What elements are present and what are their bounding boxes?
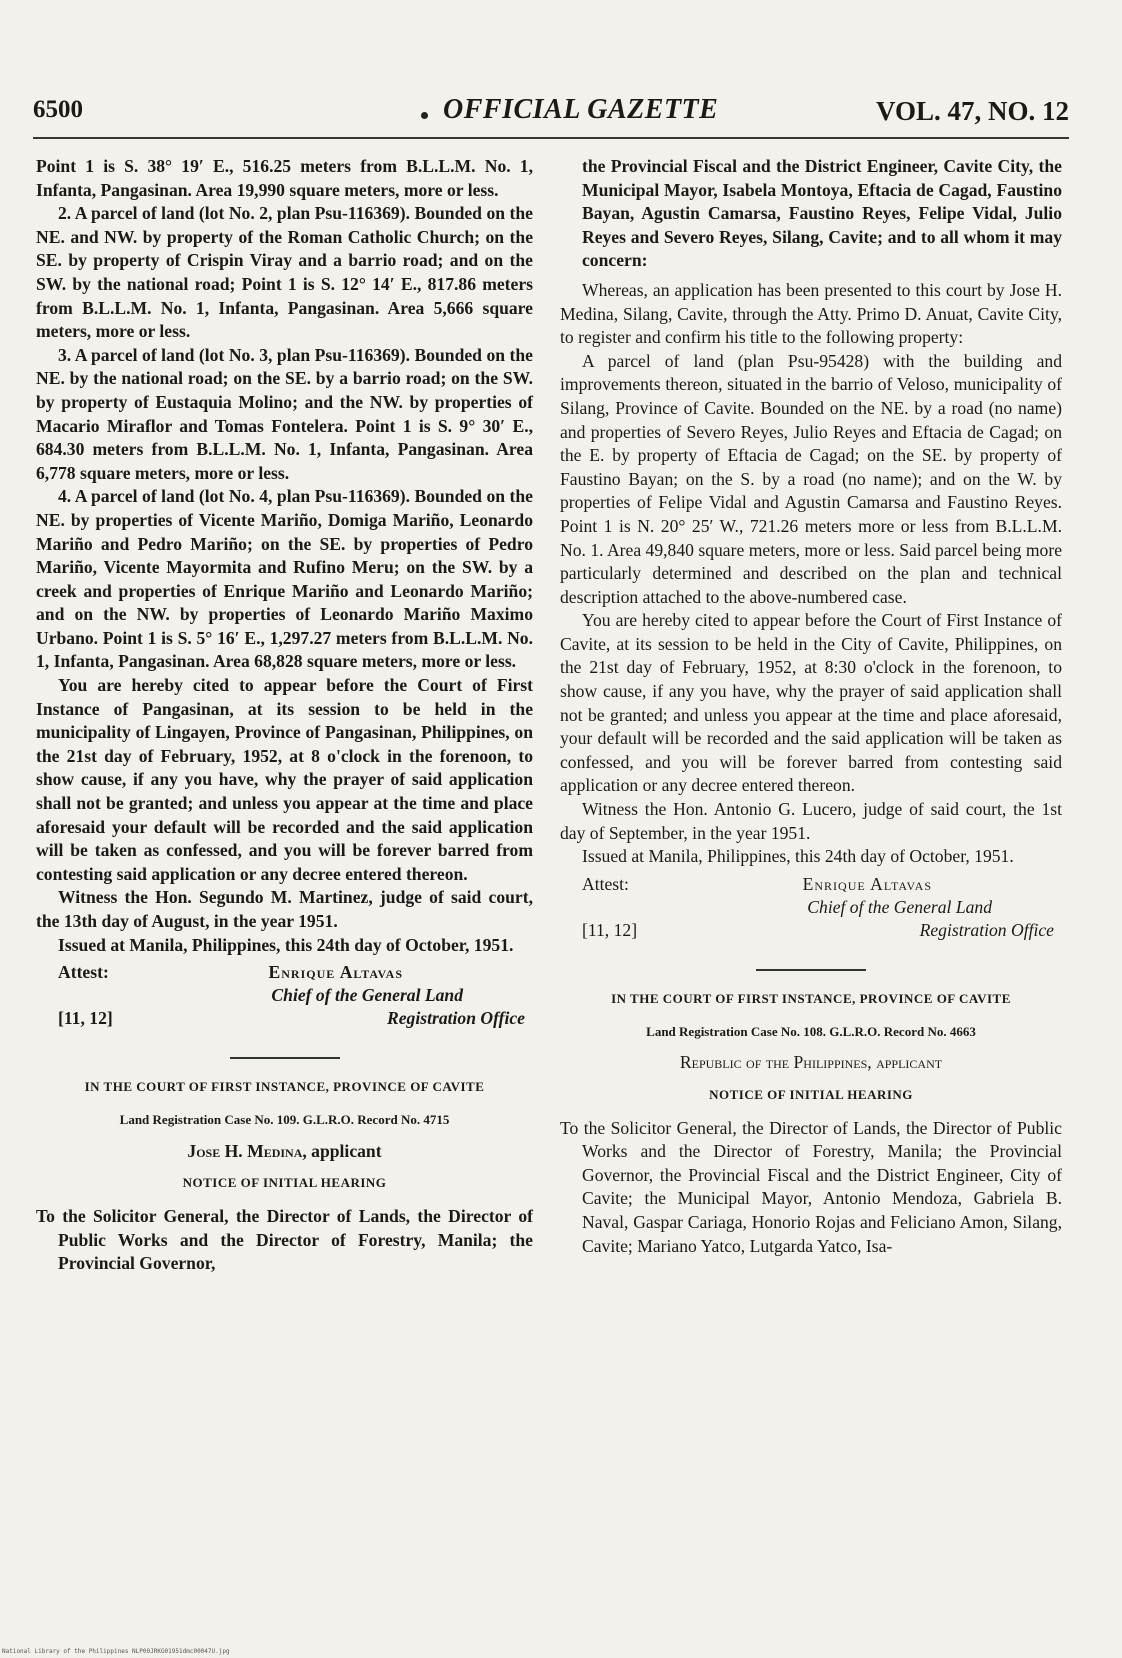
left-paragraph: 4. A parcel of land (lot No. 4, plan Psu-116369). Bounded on the NE. by properties of Vicente Mariño, Domiga Mariño, Leonardo Mariño and Pedro Mariño; on the SE. by properties of Pedro Mariño, Vicente Mayormita and Rufino Meru; on the SW. by a creek and properties of Enrique Mariño and Leonardo Mariño; and on the NW. by properties of Leonardo Mariño Maximo Urbano. Point 1 is S. 5° 16′ E., 1,297.27 meters from B.L.L.M. No. 1, Infanta, Pangasinan. Area 68,828 square meters, more or less. bbox=[36, 486, 533, 672]
signatory-office: Registration Office bbox=[387, 1008, 525, 1029]
publication-title: OFFICIAL GAZETTE bbox=[443, 94, 719, 125]
notice-heading: NOTICE OF INITIAL HEARING bbox=[182, 1175, 387, 1191]
attest-label: Attest: bbox=[58, 962, 109, 983]
volume-number: VOL. 47, NO. 12 bbox=[876, 96, 1069, 126]
right-column bbox=[560, 155, 1062, 1258]
right-paragraph: Witness the Hon. Antonio G. Lucero, judge of said court, the 1st day of September, in the year 1951. bbox=[560, 799, 1062, 843]
header-rule bbox=[33, 137, 1069, 139]
left-column bbox=[36, 155, 533, 1276]
court-heading: IN THE COURT OF FIRST INSTANCE, PROVINCE OF CAVITE bbox=[84, 1079, 485, 1095]
notice-heading: NOTICE OF INITIAL HEARING bbox=[709, 1087, 913, 1102]
scan-footer: National Library of the Philippines NLP00JRKG01951dmc00047U.jpg bbox=[2, 1648, 230, 1655]
page-number: 6500 bbox=[33, 96, 83, 123]
applicant-line: Republic of the Philippines, applicant bbox=[679, 1052, 943, 1073]
section-divider bbox=[756, 969, 866, 971]
case-number: Land Registration Case No. 108. G.L.R.O. Record No. 4663 bbox=[646, 1023, 976, 1039]
right-paragraph: Whereas, an application has been presented to this court by Jose H. Medina, Silang, Cavite, through the Atty. Primo D. Anuat, Cavite City, to register and confirm his title to the following property: bbox=[560, 279, 1062, 348]
applicant-suffix: , applicant bbox=[302, 1140, 382, 1161]
left-paragraph: 2. A parcel of land (lot No. 2, plan Psu-116369). Bounded on the NE. and NW. by property of the Roman Catholic Church; on the SE. by property of Crispin Viray and a barrio road; and on the SW. by the national road; Point 1 is S. 12° 14′ E., 817.86 meters from B.L.L.M. No. 1, Infanta, Pangasinan. Area 5,666 square meters, more or less. bbox=[36, 203, 533, 342]
left-paragraph: You are hereby cited to appear before the Court of First Instance of Pangasinan, at its session to be held in the municipality of Lingayen, Province of Pangasinan, Philippines, on the 21st day of February, 1952, at 8 o'clock in the forenoon, to show cause, if any you have, why the prayer of said application shall not be granted; and unless you appear at the time and place aforesaid your default will be recorded and the said application will be taken as confessed, and you will be forever barred from contesting said application or any decree entered thereon. bbox=[36, 675, 533, 884]
left-paragraph: 3. A parcel of land (lot No. 3, plan Psu-116369). Bounded on the NE. by the national road; on the SE. by a barrio road; on the SW. by property of Eustaquia Molino; and the NW. by properties of Macario Miraflor and Tomas Fontelera. Point 1 is S. 9° 30′ E., 684.30 meters from B.L.L.M. No. 1, Infanta, Pangasinan. Area 6,778 square meters, more or less. bbox=[36, 344, 533, 483]
signatory-title: Chief of the General Land bbox=[807, 896, 992, 917]
court-heading: IN THE COURT OF FIRST INSTANCE, PROVINCE OF CAVITE bbox=[611, 990, 1011, 1006]
left-paragraph: Issued at Manila, Philippines, this 24th day of October, 1951. bbox=[58, 934, 514, 955]
right-paragraph: You are hereby cited to appear before the Court of First Instance of Cavite, at its session to be held in the City of Cavite, Philippines, on the 21st day of February, 1952, at 8:30 o'clock in the forenoon, to show cause, if any you have, why the prayer of said application shall not be granted; and unless you appear at the time and place aforesaid, your default will be recorded and the said application will be taken as confessed, and you will be forever barred from contesting said application or any decree entered thereon. bbox=[560, 610, 1062, 796]
case-number: Land Registration Case No. 109. G.L.R.O. Record No. 4715 bbox=[119, 1112, 450, 1128]
page-header bbox=[33, 96, 1069, 130]
left-paragraph: Witness the Hon. Segundo M. Martinez, judge of said court, the 13th day of August, in the year 1951. bbox=[36, 887, 533, 931]
addressee-paragraph: To the Solicitor General, the Director of Lands, the Director of Public Works and the Director of Forestry, Manila; the Provincial Governor, the Provincial Fiscal and the District Engineer, City of Cavite; the Municipal Mayor, Antonio Mendoza, Gabriela B. Naval, Gaspar Cariaga, Honorio Rojas and Feliciano Amon, Silang, Cavite; Mariano Yatco, Lutgarda Yatco, Isa- bbox=[560, 1117, 1062, 1256]
signatory-office: Registration Office bbox=[919, 919, 1054, 940]
issue-code: [11, 12] bbox=[582, 919, 638, 940]
attest-label: Attest: bbox=[582, 873, 629, 894]
applicant-name: Jose H. Medina bbox=[187, 1140, 303, 1161]
right-paragraph: A parcel of land (plan Psu-95428) with the building and improvements thereon, situated in the barrio of Veloso, municipality of Silang, Province of Cavite. Bounded on the NE. by a road (no name) and properties of Severo Reyes, Julio Reyes and Eftacia de Cagad; on the E. by property of Eftacia de Cagad; on the SE. by property of Faustino Bayan; on the S. by a road (no name); and on the W. by properties of Felipe Vidal and Agustin Camarsa and Faustino Reyes. Point 1 is N. 20° 25′ W., 721.26 meters more or less from B.L.L.M. No. 1. Area 49,840 square meters, more or less. Said parcel being more particularly determined and described on the plan and technical description attached to the above-numbered case. bbox=[560, 350, 1062, 607]
signatory-name: Enrique Altavas bbox=[802, 873, 932, 894]
section-divider bbox=[230, 1057, 340, 1059]
right-paragraph: Issued at Manila, Philippines, this 24th day of October, 1951. bbox=[582, 846, 1014, 867]
addressee-continuation: the Provincial Fiscal and the District Engineer, Cavite City, the Municipal Mayor, Isabela Montoya, Eftacia de Cagad, Faustino Bayan, Agustin Camarsa, Faustino Reyes, Felipe Vidal, Julio Reyes and Severo Reyes, Silang, Cavite; and to all whom it may concern: bbox=[582, 156, 1062, 271]
signature-block bbox=[560, 873, 1062, 947]
signature-block bbox=[36, 961, 533, 1035]
issue-code: [11, 12] bbox=[58, 1008, 113, 1029]
left-paragraph: Point 1 is S. 38° 19′ E., 516.25 meters from B.L.L.M. No. 1, Infanta, Pangasinan. Area 19,990 square meters, more or less. bbox=[36, 156, 533, 200]
signatory-title: Chief of the General Land bbox=[271, 985, 463, 1006]
addressee-paragraph: To the Solicitor General, the Director of Lands, the Director of Public Works and the Director of Forestry, Manila; the Provincial Governor, bbox=[36, 1205, 533, 1274]
header-dot bbox=[421, 112, 428, 119]
applicant-line bbox=[36, 1140, 533, 1164]
signatory-name: Enrique Altavas bbox=[268, 962, 403, 983]
